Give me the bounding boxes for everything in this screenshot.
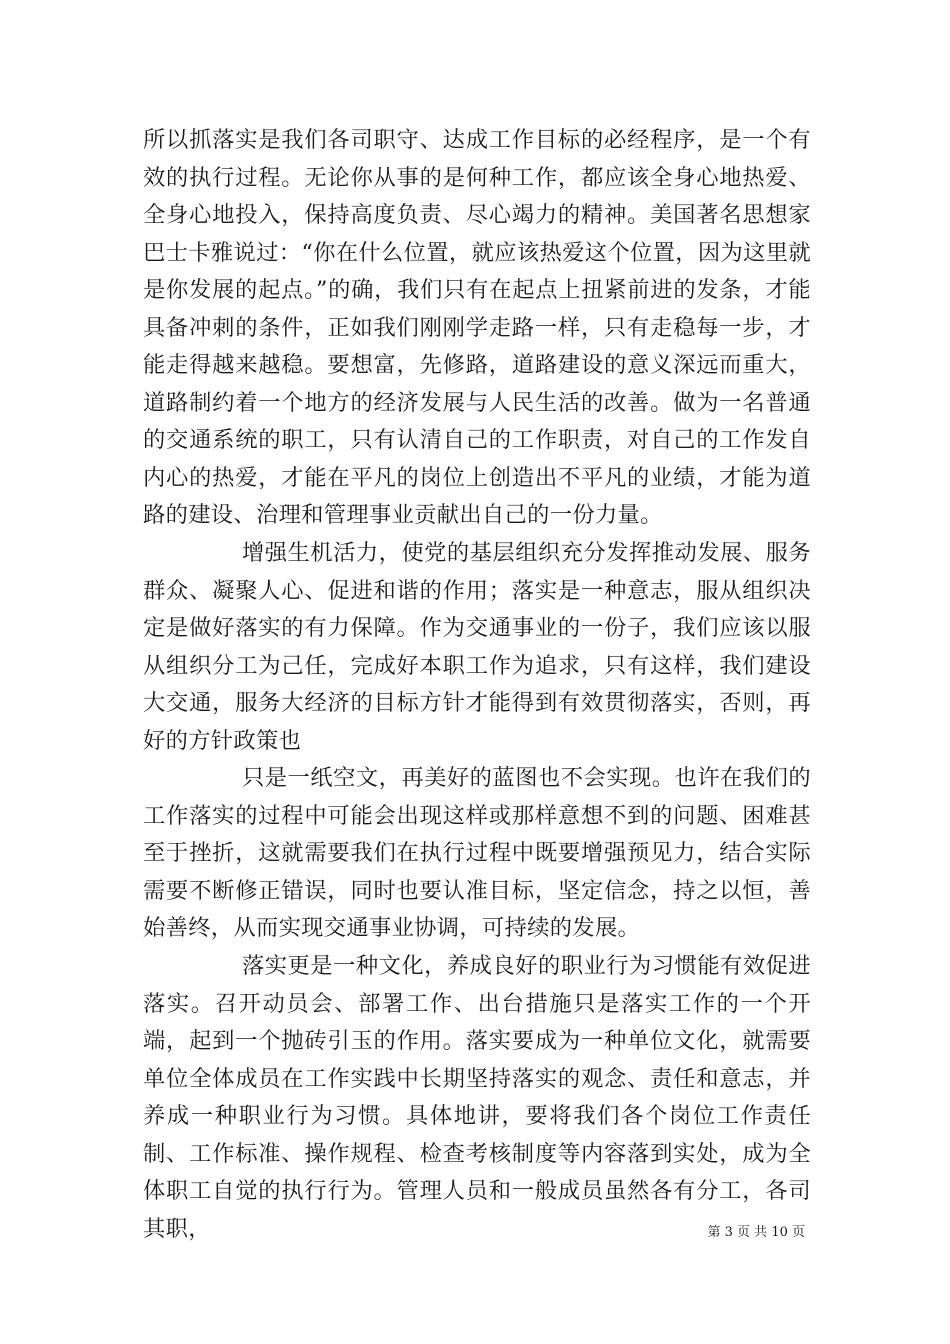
- page-number-footer: 第 3 页 共 10 页: [707, 1225, 805, 1240]
- paragraph-3: 只是一纸空文，再美好的蓝图也不会实现。也许在我们的工作落实的过程中可能会出现这样或那样意想不到的问题、困难甚至于挫折，这就需要我们在执行过程中既要增强预见力，结合实际需要不断修正错误，同时也要认准目标，坚定信念，持之以恒，善始善终，从而实现交通事业协调，可持续的发展。: [143, 765, 811, 942]
- paragraph-4: 落实更是一种文化，养成良好的职业行为习惯能有效促进落实。召开动员会、部署工作、出台措施只是落实工作的一个开端，起到一个抛砖引玉的作用。落实要成为一种单位文化，就需要单位全体成员在工作实践中长期坚持落实的观念、责任和意志，并养成一种职业行为习惯。具体地讲，要将我们各个岗位工作责任制、工作标准、操作规程、检查考核制度等内容落到实处，成为全体职工自觉的执行行为。管理人员和一般成员虽然各有分工，各司其职，: [143, 953, 811, 1242]
- body-text: [143, 122, 811, 1248]
- paragraph-1: 所以抓落实是我们各司职守、达成工作目标的必经程序，是一个有效的执行过程。无论你从事的是何种工作，都应该全身心地热爱、全身心地投入，保持高度负责、尽心竭力的精神。美国著名思想家巴士卡雅说过：“你在什么位置，就应该热爱这个位置，因为这里就是你发展的起点。”的确，我们只有在起点上扭紧前进的发条，才能具备冲刺的条件，正如我们刚刚学走路一样，只有走稳每一步，才能走得越来越稳。要想富，先修路，道路建设的意义深远而重大，道路制约着一个地方的经济发展与人民生活的改善。做为一名普通的交通系统的职工，只有认清自己的工作职责，对自己的工作发自内心的热爱，才能在平凡的岗位上创造出不平凡的业绩，才能为道路的建设、治理和管理事业贡献出自己的一份力量。: [143, 127, 811, 529]
- paragraph-2: 增强生机活力，使党的基层组织充分发挥推动发展、服务群众、凝聚人心、促进和谐的作用；落实是一种意志，服从组织决定是做好落实的有力保障。作为交通事业的一份子，我们应该以服从组织分工为己任，完成好本职工作为追求，只有这样，我们建设大交通，服务大经济的目标方针才能得到有效贯彻落实，否则，再好的方针政策也: [143, 540, 811, 754]
